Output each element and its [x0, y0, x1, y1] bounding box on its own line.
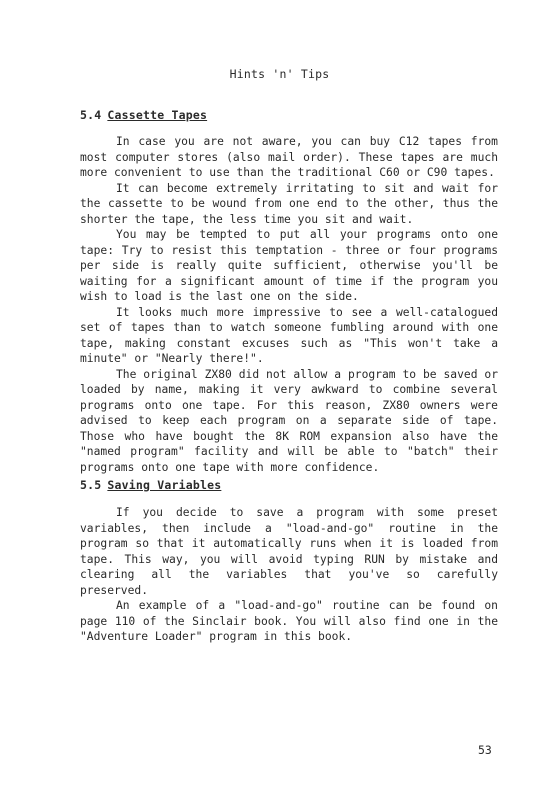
- paragraph: It can become extremely irritating to sit and wait for the cassette to be wound from one end to the other, thus the shorter the tape, the less time you sit and wait.: [80, 181, 498, 226]
- section-number: 5.4: [80, 108, 102, 122]
- section-number: 5.5: [80, 478, 102, 492]
- page-number: 53: [478, 743, 492, 757]
- paragraph: It looks much more impressive to see a well-catalogued set of tapes than to watch someone fumbling around with one tape, making constant excuses such as "This won't take a minute" or "Nearly there!".: [80, 305, 498, 365]
- paragraph: In case you are not aware, you can buy C12 tapes from most computer stores (also mail order). These tapes are much more convenient to use than the traditional C60 or C90 tapes.: [80, 135, 498, 179]
- section-title: Cassette Tapes: [107, 108, 208, 122]
- section-title: Saving Variables: [107, 478, 222, 492]
- paragraph: If you decide to save a program with some preset variables, then include a "load-and-go" routine in the program so that it automatically runs when it is loaded from tape. This way, you will avoid typing RUN by mistake and clearing all the variables that you've so carefully preserved.: [80, 506, 498, 597]
- section-body-cassette-tapes: [80, 134, 498, 475]
- section-body-saving-variables: [80, 505, 498, 645]
- paragraph: An example of a "load-and-go" routine can be found on page 110 of the Sinclair book. You will also find one in the "Adventure Loader" program in this book.: [80, 599, 498, 643]
- paragraph: You may be tempted to put all your programs onto one tape: Try to resist this temptation - three or four programs per side is really quite sufficient, otherwise you'll be waiting for a significant amount of time if the program you wish to load is the last one on the side.: [80, 228, 498, 303]
- section-heading-saving-variables: [80, 478, 221, 492]
- paragraph: The original ZX80 did not allow a program to be saved or loaded by name, making it very awkward to combine several programs onto one tape. For this reason, ZX80 owners were advised to keep each program on a separate side of tape. Those who have bought the 8K ROM expansion also have the "named program" facility and will be able to "batch" their programs onto one tape with more confidence.: [80, 367, 498, 474]
- running-head: Hints 'n' Tips: [229, 67, 330, 81]
- section-heading-cassette-tapes: [80, 108, 207, 122]
